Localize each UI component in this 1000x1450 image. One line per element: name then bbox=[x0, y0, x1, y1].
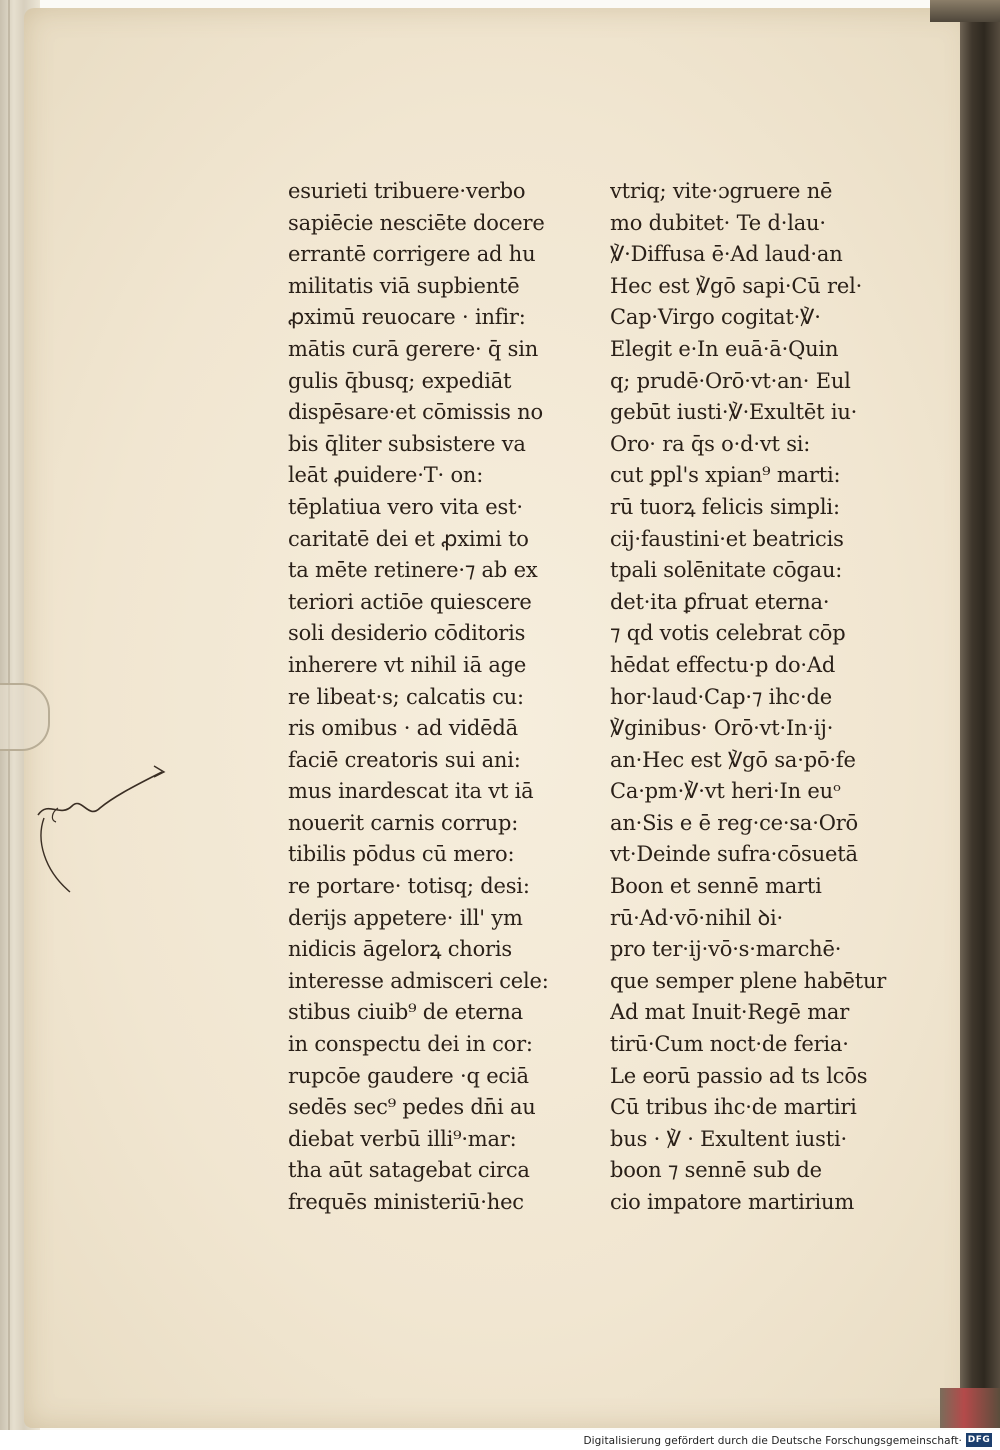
left-column-line: nidicis āgelorꝝ choris bbox=[288, 937, 512, 962]
left-column-line: sapiēcie nesciēte docere bbox=[288, 210, 545, 235]
left-column-line: soli desiderio cōditoris bbox=[288, 621, 526, 646]
left-column-line: bis q̄liter subsistere va bbox=[288, 431, 526, 456]
left-column-line: frequēs ministeriū·hec bbox=[288, 1190, 524, 1214]
right-column-line: Le eorū passio ad ts lcōs bbox=[610, 1063, 868, 1088]
right-column-line: gebūt iusti·℣·Exultēt iu· bbox=[610, 400, 858, 425]
right-column-line: q; prudē·Orō·vt·an· Eul bbox=[610, 368, 851, 393]
right-column-line: mo dubitet· Te d·lau· bbox=[610, 210, 826, 235]
right-column-line: ℣·Diffusa ē·Ad laud·an bbox=[610, 242, 843, 267]
right-column-line: rū tuorꝝ felicis simpli: bbox=[610, 494, 840, 519]
book-gutter bbox=[960, 0, 1000, 1415]
right-column-line: an·Sis e ē reg·ce·sa·Orō bbox=[610, 810, 858, 835]
left-column-line: tēplatiua vero vita est· bbox=[288, 494, 523, 519]
left-column-line: mus inardescat ita vt iā bbox=[288, 779, 534, 804]
left-column-line: derijs appetere· ill' ym bbox=[288, 905, 523, 930]
left-column-line: diebat verbū illi⁹·mar: bbox=[288, 1126, 517, 1151]
right-column-line: det·ita ꝑfruat eterna· bbox=[610, 589, 830, 614]
left-column-line: mātis curā gerere· q̄ sin bbox=[288, 336, 539, 361]
right-column-line: vt·Deinde sufra·cōsuetā bbox=[610, 842, 858, 867]
right-column-line: bus · ℣ · Exultent iusti· bbox=[610, 1126, 847, 1151]
left-column-line: faciē creatoris sui ani: bbox=[288, 747, 521, 772]
left-column-line: militatis viā supbientē bbox=[288, 273, 520, 298]
left-column-line: interesse admisceri cele: bbox=[288, 968, 549, 993]
left-column-line: caritatē dei et ꝓximi to bbox=[288, 526, 529, 551]
left-column-line: ta mēte retinere·⁊ ab ex bbox=[288, 558, 538, 583]
right-column-line: tpali solēnitate cōgau: bbox=[610, 558, 843, 583]
left-column-line: gulis q̄busq; expediāt bbox=[288, 368, 512, 393]
right-column-line: rū·Ad·vō·nihil ꝺi· bbox=[610, 905, 783, 930]
right-column-line: pro ter·ij·vō·s·marchē· bbox=[610, 937, 842, 962]
right-column-line: vtriq; vite·ɔgruere nē bbox=[610, 179, 833, 203]
right-column-line: Ca·pm·℣·vt heri·In euᵒ bbox=[610, 779, 841, 804]
right-column-line: Hec est ℣gō sapi·Cū rel· bbox=[610, 273, 863, 298]
right-column-line: cut ꝑpl's xpian⁹ marti: bbox=[610, 463, 841, 488]
left-column-line: leāt ꝓuidere·T· on: bbox=[288, 463, 484, 488]
left-column-line: rupcōe gaudere ·q eciā bbox=[288, 1063, 529, 1088]
right-column-line: Ad mat Inuit·Regē mar bbox=[610, 1000, 850, 1025]
right-column-line: cio impatore martirium bbox=[610, 1190, 855, 1214]
footer-bar bbox=[0, 1430, 1000, 1450]
marginal-pen-scribble bbox=[30, 760, 180, 900]
right-column-line: Elegit e·In euā·ā·Quin bbox=[610, 336, 839, 361]
left-column-line: dispēsare·et cōmissis no bbox=[288, 400, 543, 425]
left-column-line: tibilis pōdus cū mero: bbox=[288, 842, 515, 867]
funding-credit-text: Digitalisierung gefördert durch die Deutsche Forschungsgemeinschaft· bbox=[583, 1435, 962, 1447]
right-column-line: Cū tribus ihc·de martiri bbox=[610, 1095, 857, 1120]
right-text-column bbox=[610, 176, 910, 1219]
right-column-line: ⁊ qd votis celebrat cōp bbox=[610, 621, 846, 646]
page-clip bbox=[0, 683, 50, 751]
left-column-line: esurieti tribuere·verbo bbox=[288, 179, 526, 203]
book-spine-bottom bbox=[940, 1388, 1000, 1428]
right-column-line: cij·faustini·et beatricis bbox=[610, 526, 844, 551]
left-column-line: ꝓximū reuocare · infir: bbox=[288, 305, 526, 330]
right-column-line: Boon et sennē marti bbox=[610, 874, 822, 899]
right-column-line: Oro· ra q̄s o·d·vt si: bbox=[610, 431, 811, 456]
right-column-line: que semper plene habētur bbox=[610, 968, 887, 993]
left-column-line: nouerit carnis corrup: bbox=[288, 810, 519, 835]
right-column-line: Cap·Virgo cogitat·℣· bbox=[610, 305, 821, 330]
right-column-line: tirū·Cum noct·de feria· bbox=[610, 1032, 849, 1057]
left-column-line: re portare· totisq; desi: bbox=[288, 874, 530, 899]
right-column-line: ℣ginibus· Orō·vt·In·ij· bbox=[610, 716, 834, 741]
left-column-line: tha aūt satagebat circa bbox=[288, 1158, 530, 1183]
left-column-line: stibus ciuib⁹ de eterna bbox=[288, 1000, 523, 1025]
left-column-line: inherere vt nihil iā age bbox=[288, 652, 527, 677]
left-column-line: errantē corrigere ad hu bbox=[288, 242, 536, 267]
right-column-line: boon ⁊ sennē sub de bbox=[610, 1158, 822, 1183]
dfg-logo: DFG bbox=[967, 1435, 991, 1445]
left-column-line: teriori actiōe quiescere bbox=[288, 589, 532, 614]
left-text-column bbox=[288, 176, 578, 1219]
left-column-line: sedēs sec⁹ pedes dn̄i au bbox=[288, 1095, 536, 1120]
left-column-line: in conspectu dei in cor: bbox=[288, 1032, 533, 1057]
left-column-line: re libeat·s; calcatis cu: bbox=[288, 684, 524, 709]
book-spine-top bbox=[930, 0, 1000, 22]
right-column-line: hor·laud·Cap·⁊ ihc·de bbox=[610, 684, 832, 709]
right-column-line: hēdat effectu·p do·Ad bbox=[610, 652, 836, 677]
left-column-line: ris omibus · ad vidēdā bbox=[288, 716, 518, 741]
right-column-line: an·Hec est ℣gō sa·pō·fe bbox=[610, 747, 856, 772]
